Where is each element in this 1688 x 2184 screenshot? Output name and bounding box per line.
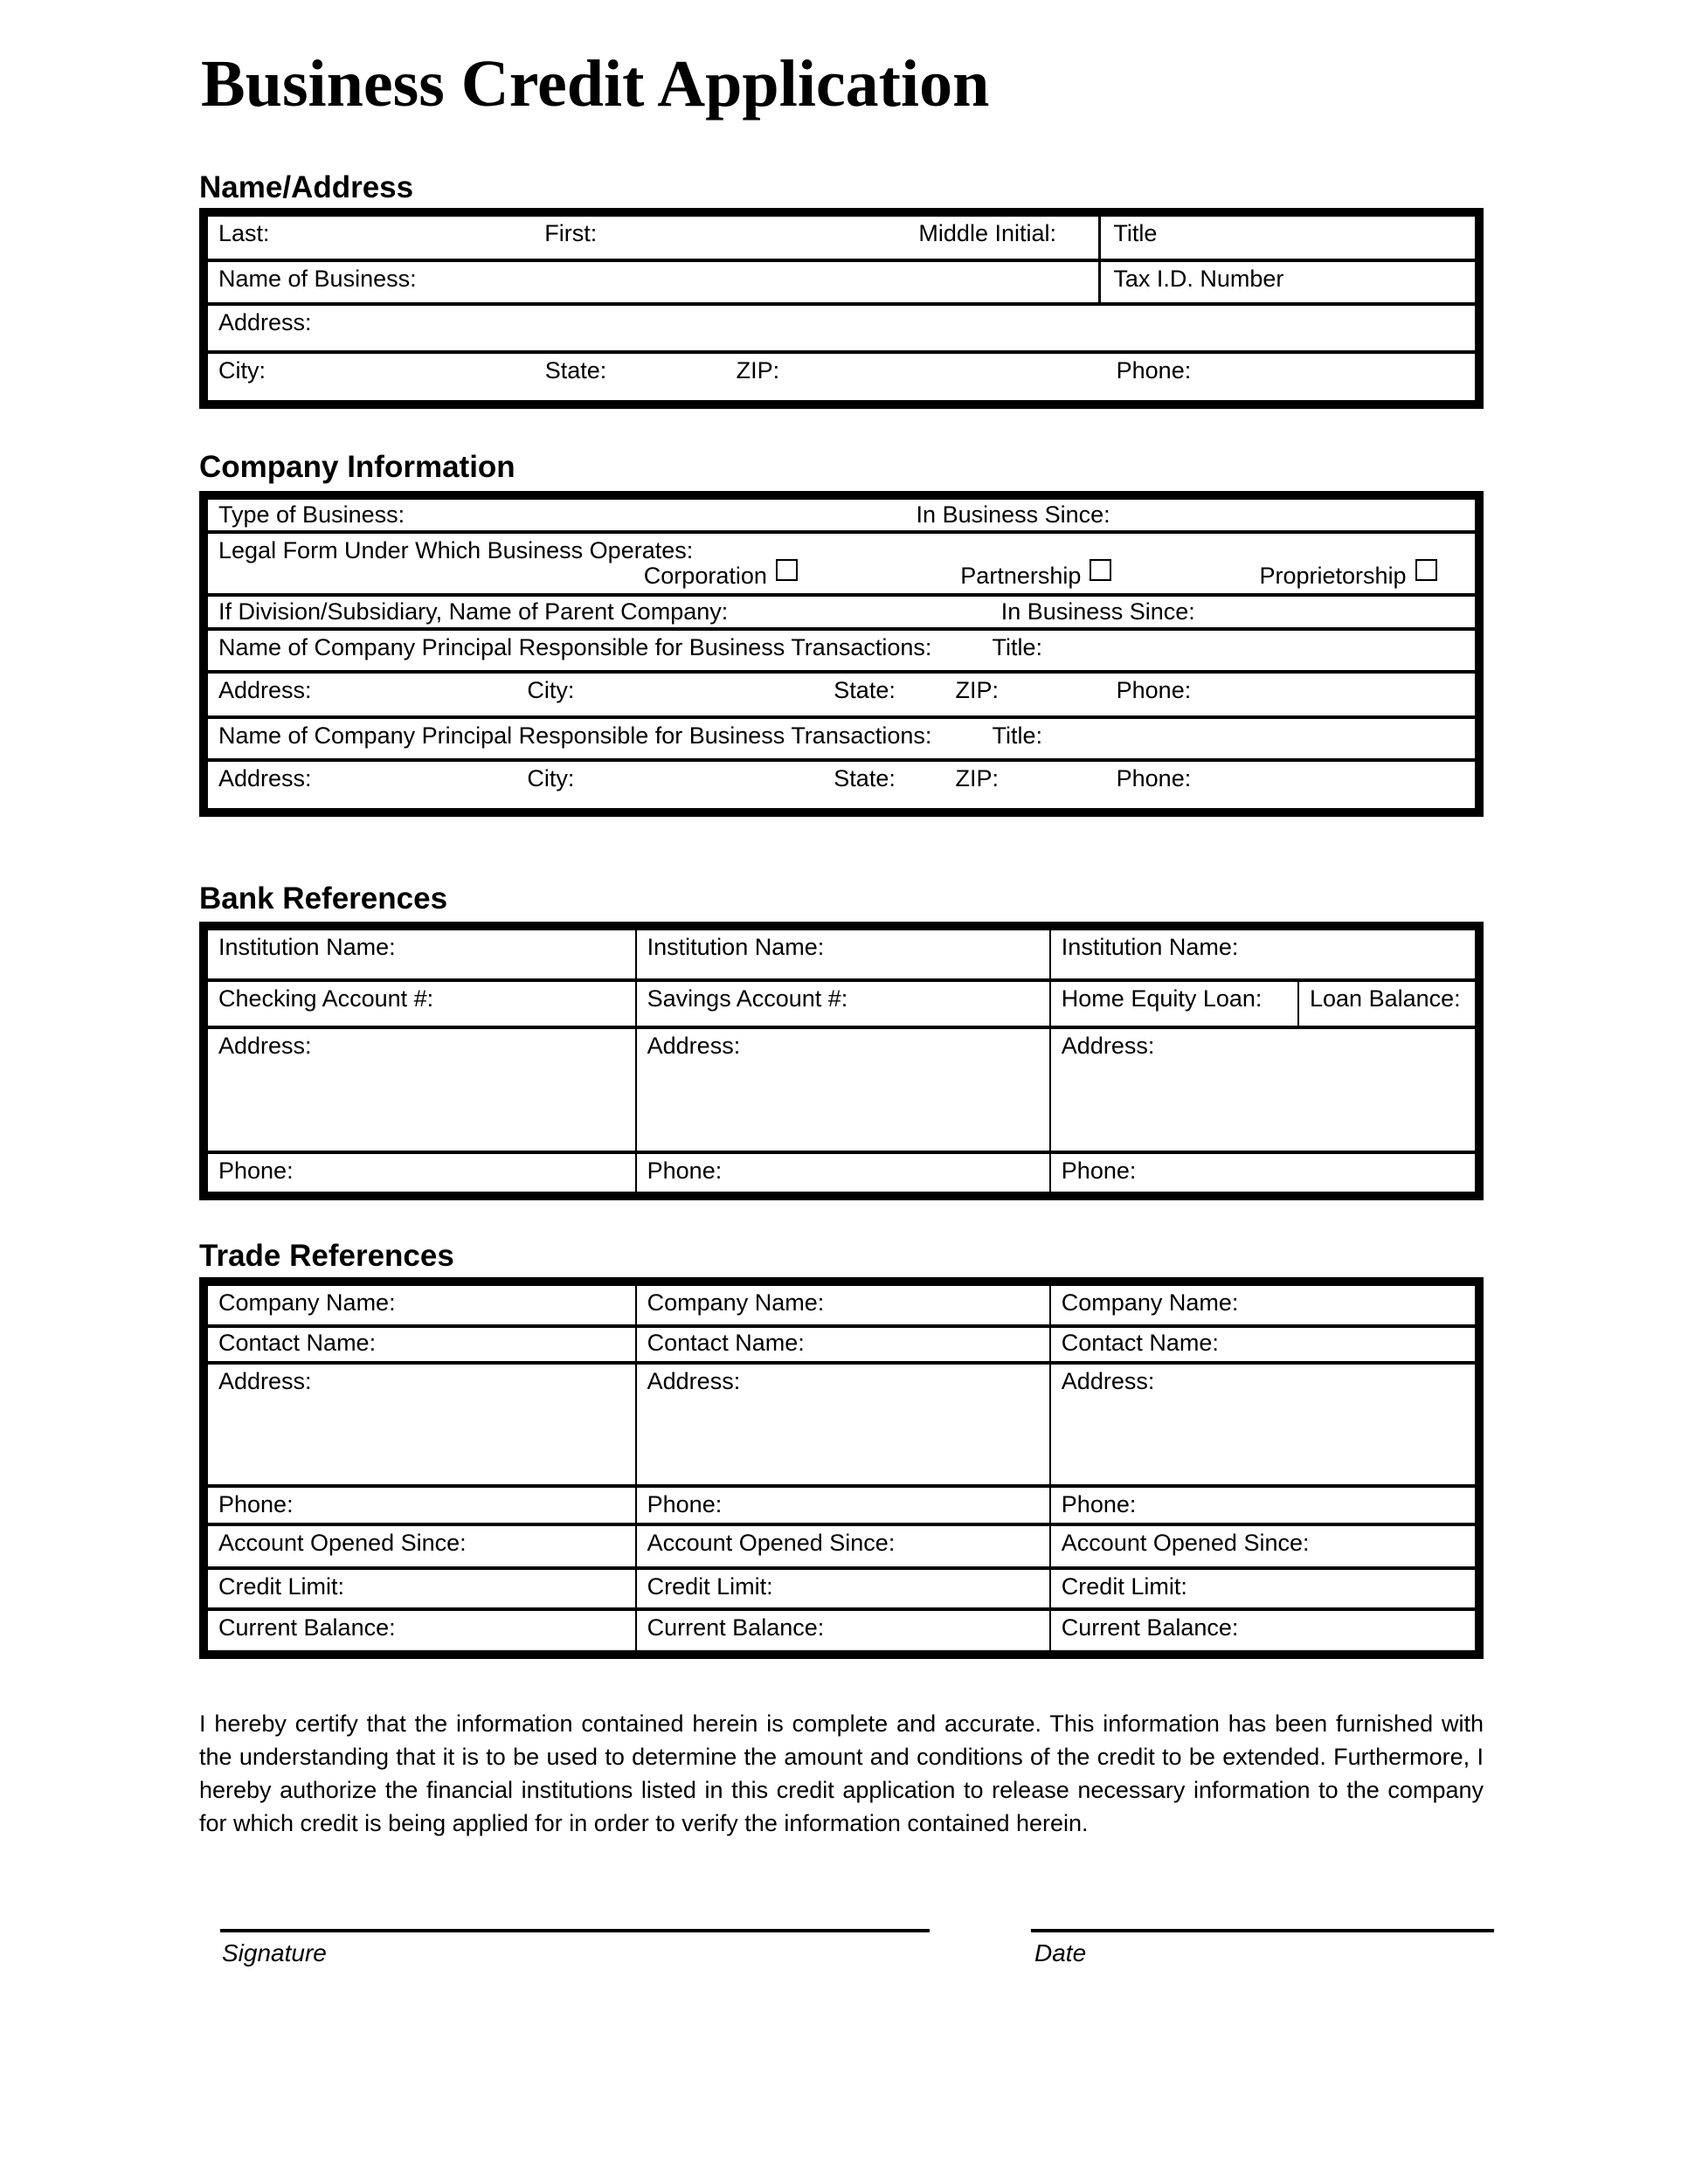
contact-name-label: Contact Name: — [1061, 1330, 1219, 1356]
contact-name-label: Contact Name: — [218, 1330, 377, 1356]
field-trade2-account-opened[interactable] — [635, 1526, 1051, 1566]
current-balance-label: Current Balance: — [218, 1614, 396, 1641]
title-label: Title: — [992, 634, 1043, 660]
signature-line[interactable] — [220, 1929, 930, 1932]
trade-company-row — [208, 1286, 1475, 1328]
trade-phone-row — [208, 1488, 1475, 1526]
principal-1-address-row — [208, 674, 1475, 719]
phone-label: Phone: — [647, 1158, 723, 1184]
partnership-checkbox[interactable] — [1090, 559, 1111, 581]
field-principal-2-address[interactable] — [208, 762, 1475, 808]
section-heading-name-address: Name/Address — [199, 170, 414, 204]
field-trade2-phone[interactable] — [635, 1488, 1051, 1523]
field-bank3-address[interactable] — [1049, 1029, 1475, 1151]
bank-references-table — [199, 922, 1484, 1200]
in-business-since-label: In Business Since: — [916, 501, 1110, 528]
address-label: Address: — [218, 1368, 312, 1394]
certification-text: I hereby certify that the information contained herein is complete and accurate. This information has been furnished with the understanding that it is to be used to determine the amount and conditions of the credit to be extended. Furthermore, I hereby authorize the financial institutions listed in this credit application to release necessary information to the company for which credit is being applied for in order to verify the information contained herein. — [199, 1711, 1484, 1836]
field-tax-id-number[interactable] — [1098, 262, 1475, 302]
name-row — [208, 217, 1475, 262]
zip-label: ZIP: — [736, 357, 780, 384]
field-trade2-address[interactable] — [635, 1365, 1051, 1484]
phone-label: Phone: — [1116, 357, 1192, 384]
principal-2-row — [208, 719, 1475, 762]
field-trade1-current-balance[interactable] — [208, 1611, 635, 1650]
partnership-option — [960, 562, 1111, 590]
bank-phone-row — [208, 1154, 1475, 1192]
city-label: City: — [218, 357, 266, 384]
institution-name-label: Institution Name: — [1061, 934, 1239, 960]
address-label: Address: — [647, 1368, 741, 1394]
section-heading-trade-references: Trade References — [199, 1239, 454, 1273]
phone-label: Phone: — [1061, 1491, 1137, 1517]
accounts-row — [208, 982, 1475, 1029]
company-name-label: Company Name: — [1061, 1289, 1239, 1316]
state-label: State: — [544, 357, 607, 384]
in-business-since-label: In Business Since: — [1000, 598, 1195, 625]
address-label: Address: — [218, 677, 312, 703]
address-label: Address: — [1061, 1368, 1155, 1394]
field-trade3-account-opened[interactable] — [1049, 1526, 1475, 1566]
address-label: Address: — [647, 1033, 741, 1059]
state-label: State: — [834, 765, 896, 791]
credit-limit-label: Credit Limit: — [218, 1573, 345, 1600]
field-title[interactable] — [1098, 217, 1475, 259]
field-address[interactable] — [208, 306, 1475, 350]
type-of-business-row — [208, 500, 1475, 534]
address-label: Address: — [218, 765, 312, 791]
document-title: Business Credit Application — [201, 47, 990, 121]
trade-contact-row — [208, 1328, 1475, 1365]
field-parent-company[interactable] — [208, 597, 1475, 627]
address-label: Address: — [218, 309, 312, 335]
field-trade3-company[interactable] — [1049, 1286, 1475, 1324]
partnership-label: Partnership — [960, 563, 1082, 589]
phone-label: Phone: — [218, 1158, 294, 1184]
proprietorship-option — [1260, 562, 1437, 590]
phone-label: Phone: — [1061, 1158, 1137, 1184]
name-of-business-label: Name of Business: — [218, 266, 417, 292]
institution-name-label: Institution Name: — [647, 934, 825, 960]
phone-label: Phone: — [1116, 677, 1192, 703]
title-label: Title — [1113, 220, 1158, 246]
loan-balance-label: Loan Balance: — [1310, 985, 1461, 1012]
field-bank3-phone[interactable] — [1049, 1154, 1475, 1192]
type-of-business-label: Type of Business: — [218, 501, 405, 528]
checking-account-label: Checking Account #: — [218, 985, 434, 1012]
state-label: State: — [834, 677, 896, 703]
field-loan-balance[interactable] — [1297, 982, 1475, 1026]
corporation-option — [644, 562, 798, 590]
field-bank2-phone[interactable] — [635, 1154, 1051, 1192]
field-trade3-contact[interactable] — [1049, 1328, 1475, 1361]
phone-label: Phone: — [647, 1491, 723, 1517]
principal-2-address-row — [208, 762, 1475, 808]
field-trade2-company[interactable] — [635, 1286, 1051, 1324]
field-city-state-zip-phone[interactable] — [208, 354, 1475, 400]
business-name-row — [208, 262, 1475, 306]
section-heading-company-information: Company Information — [199, 450, 515, 484]
savings-account-label: Savings Account #: — [647, 985, 848, 1012]
zip-label: ZIP: — [955, 765, 1000, 791]
trade-references-table — [199, 1277, 1484, 1659]
field-bank3-institution[interactable] — [1049, 930, 1475, 978]
institution-name-label: Institution Name: — [218, 934, 396, 960]
field-type-of-business[interactable] — [208, 500, 1475, 530]
field-trade3-credit-limit[interactable] — [1049, 1570, 1475, 1607]
field-bank1-institution[interactable] — [208, 930, 635, 978]
company-information-table — [199, 491, 1484, 817]
field-principal-2-name[interactable] — [208, 719, 1475, 758]
field-trade2-contact[interactable] — [635, 1328, 1051, 1361]
field-trade1-company[interactable] — [208, 1286, 635, 1324]
field-trade1-contact[interactable] — [208, 1328, 635, 1361]
field-trade3-address[interactable] — [1049, 1365, 1475, 1484]
account-opened-since-label: Account Opened Since: — [1061, 1530, 1310, 1556]
field-principal-1-address[interactable] — [208, 674, 1475, 715]
trade-address-row — [208, 1365, 1475, 1488]
field-trade1-credit-limit[interactable] — [208, 1570, 635, 1607]
first-name-label: First: — [544, 220, 598, 246]
trade-current-balance-row — [208, 1611, 1475, 1650]
city-label: City: — [527, 677, 575, 703]
field-trade1-phone[interactable] — [208, 1488, 635, 1523]
field-trade2-current-balance[interactable] — [635, 1611, 1051, 1650]
field-checking-account[interactable] — [208, 982, 635, 1026]
contact-name-label: Contact Name: — [647, 1330, 805, 1356]
field-trade3-phone[interactable] — [1049, 1488, 1475, 1523]
principal-name-label: Name of Company Principal Responsible for Business Transactions: — [218, 722, 932, 749]
field-bank2-address[interactable] — [635, 1029, 1051, 1151]
date-label: Date — [1034, 1939, 1087, 1966]
proprietorship-checkbox[interactable] — [1415, 559, 1437, 581]
account-opened-since-label: Account Opened Since: — [218, 1530, 467, 1556]
corporation-label: Corporation — [643, 563, 767, 589]
field-bank1-phone[interactable] — [208, 1154, 635, 1192]
institution-name-row — [208, 930, 1475, 982]
trade-account-opened-row — [208, 1526, 1475, 1570]
if-division-label: If Division/Subsidiary, Name of Parent Company: — [218, 598, 729, 625]
last-name-label: Last: — [218, 220, 270, 246]
field-home-equity-loan[interactable] — [1049, 982, 1299, 1026]
field-name[interactable] — [208, 217, 1098, 259]
field-trade1-address[interactable] — [208, 1365, 635, 1484]
city-state-zip-phone-row — [208, 354, 1475, 400]
bank-address-row — [208, 1029, 1475, 1154]
parent-company-row — [208, 597, 1475, 631]
legal-form-row — [208, 534, 1475, 597]
title-label: Title: — [992, 722, 1043, 749]
proprietorship-label: Proprietorship — [1259, 563, 1407, 589]
field-trade1-account-opened[interactable] — [208, 1526, 635, 1566]
phone-label: Phone: — [218, 1491, 294, 1517]
field-trade3-current-balance[interactable] — [1049, 1611, 1475, 1650]
address-label: Address: — [218, 1033, 312, 1059]
address-label: Address: — [1061, 1033, 1155, 1059]
address-row — [208, 306, 1475, 354]
company-name-label: Company Name: — [218, 1289, 396, 1316]
zip-label: ZIP: — [955, 677, 1000, 703]
name-address-table — [199, 208, 1484, 409]
trade-credit-limit-row — [208, 1570, 1475, 1611]
middle-initial-label: Middle Initial: — [918, 220, 1056, 246]
field-savings-account[interactable] — [635, 982, 1051, 1026]
credit-limit-label: Credit Limit: — [1061, 1573, 1187, 1600]
principal-1-row — [208, 631, 1475, 674]
principal-name-label: Name of Company Principal Responsible for Business Transactions: — [218, 634, 932, 660]
phone-label: Phone: — [1116, 765, 1192, 791]
current-balance-label: Current Balance: — [647, 1614, 825, 1641]
current-balance-label: Current Balance: — [1061, 1614, 1239, 1641]
legal-form-label: Legal Form Under Which Business Operates: — [218, 537, 694, 563]
account-opened-since-label: Account Opened Since: — [647, 1530, 896, 1556]
city-label: City: — [527, 765, 575, 791]
signature-label: Signature — [222, 1939, 327, 1966]
date-line[interactable] — [1031, 1929, 1494, 1932]
field-principal-1-name[interactable] — [208, 631, 1475, 670]
tax-id-number-label: Tax I.D. Number — [1113, 266, 1284, 292]
field-bank1-address[interactable] — [208, 1029, 635, 1151]
field-bank2-institution[interactable] — [635, 930, 1051, 978]
field-legal-form[interactable] — [208, 534, 1475, 593]
credit-limit-label: Credit Limit: — [647, 1573, 773, 1600]
home-equity-loan-label: Home Equity Loan: — [1061, 985, 1263, 1012]
company-name-label: Company Name: — [647, 1289, 825, 1316]
field-name-of-business[interactable] — [208, 262, 1098, 302]
corporation-checkbox[interactable] — [776, 559, 798, 581]
section-heading-bank-references: Bank References — [199, 881, 448, 916]
field-trade2-credit-limit[interactable] — [635, 1570, 1051, 1607]
